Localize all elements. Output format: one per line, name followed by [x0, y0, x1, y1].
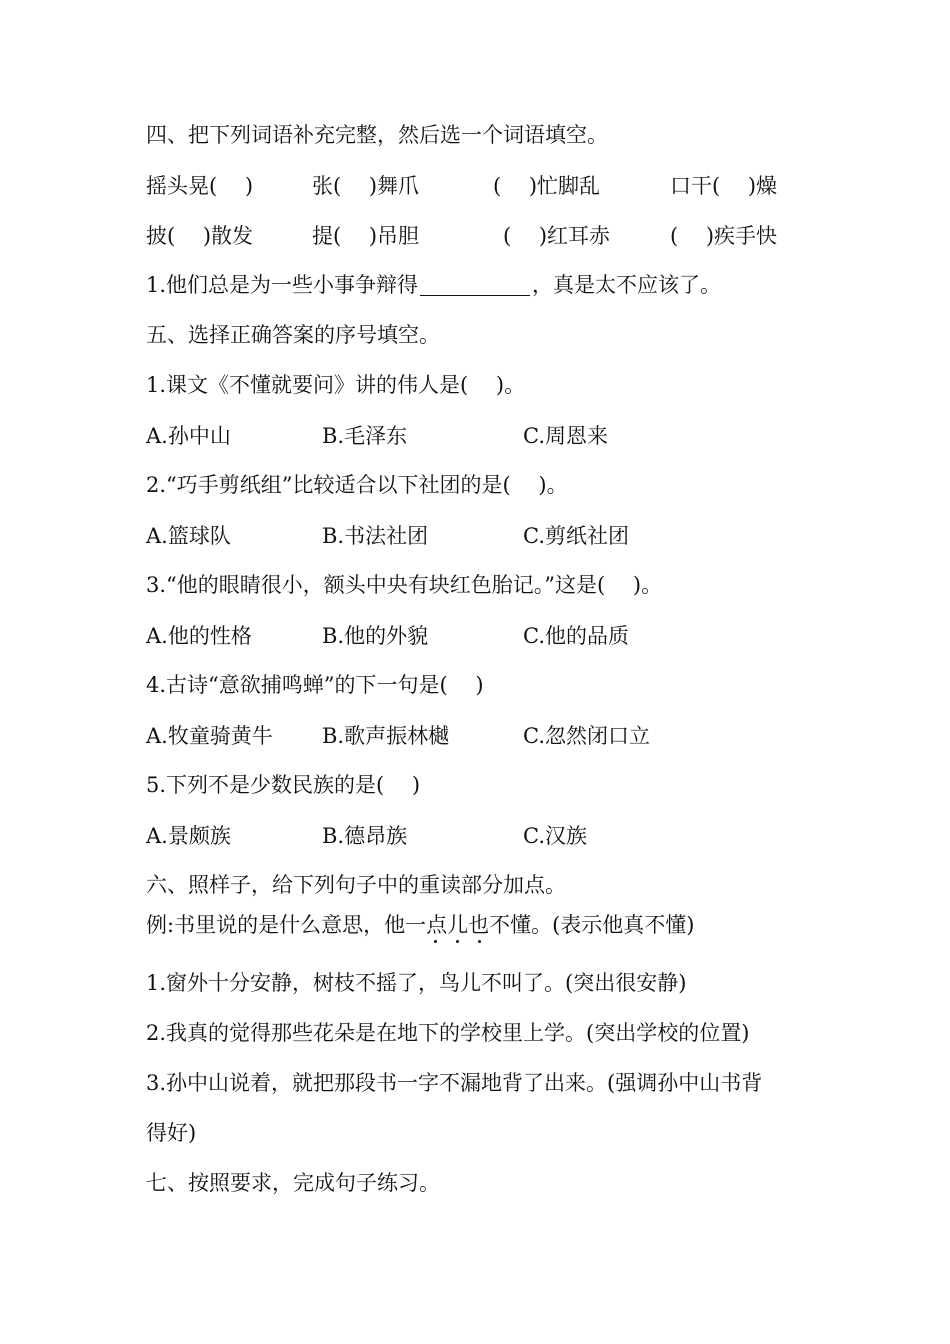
option-a: A.篮球队 [146, 524, 231, 548]
exercise-sentence: 3.孙中山说着，就把那段书一字不漏地背了出来。(强调孙中山书背 [146, 1071, 763, 1095]
option-c: C.他的品质 [523, 624, 629, 648]
section-6-heading: 六、照样子，给下列句子中的重读部分加点。 [146, 873, 566, 897]
exercise-sentence: 2.我真的觉得那些花朵是在地下的学校里上学。(突出学校的位置) [146, 1021, 750, 1045]
option-b: B.他的外貌 [322, 624, 429, 648]
option-a: A.他的性格 [146, 624, 252, 648]
option-c: C.汉族 [523, 824, 587, 848]
option-c: C.剪纸社团 [523, 524, 629, 548]
exercise-sentence: 1.窗外十分安静，树枝不摇了，鸟儿不叫了。(突出很安静) [146, 971, 687, 995]
mc-question: 4.古诗“意欲捕鸣蝉”的下一句是( ) [146, 673, 484, 697]
word-item: ( )疾手快 [670, 224, 778, 248]
question-text: 1.他们总是为一些小事争辩得 [146, 273, 419, 297]
question-text: ，真是太不应该了。 [532, 273, 722, 297]
exercise-sentence-continued: 得好) [146, 1121, 197, 1145]
word-item: ( )忙脚乱 [493, 174, 601, 198]
word-item: 披( )散发 [146, 224, 254, 248]
example-sentence: 例:书里说的是什么意思，他一点儿也不懂。(表示他真不懂) [146, 913, 695, 937]
word-item: 张( )舞爪 [312, 174, 420, 198]
option-b: B.德昂族 [322, 824, 408, 848]
emphasis-dot [478, 940, 481, 943]
option-a: A.牧童骑黄牛 [146, 724, 273, 748]
option-b: B.歌声振林樾 [322, 724, 450, 748]
word-item: ( )红耳赤 [503, 224, 611, 248]
emphasis-dot [456, 940, 459, 943]
word-item: 口干( )燥 [670, 174, 778, 198]
option-c: C.周恩来 [523, 424, 608, 448]
emphasis-dot [434, 940, 437, 943]
section-7-heading: 七、按照要求，完成句子练习。 [146, 1171, 440, 1195]
option-b: B.书法社团 [322, 524, 429, 548]
option-a: A.孙中山 [146, 424, 231, 448]
mc-question: 1.课文《不懂就要问》讲的伟人是( )。 [146, 373, 526, 397]
answer-blank[interactable] [420, 273, 530, 296]
option-c: C.忽然闭口立 [523, 724, 650, 748]
emphasis-dots [146, 940, 746, 950]
mc-question: 5.下列不是少数民族的是( ) [146, 773, 421, 797]
word-item: 提( )吊胆 [312, 224, 420, 248]
option-a: A.景颇族 [146, 824, 231, 848]
option-b: B.毛泽东 [322, 424, 408, 448]
word-item: 摇头晃( ) [146, 174, 254, 198]
mc-question: 2.“巧手剪纸组”比较适合以下社团的是( )。 [146, 473, 568, 497]
section-5-heading: 五、选择正确答案的序号填空。 [146, 323, 440, 347]
fill-blank-question [146, 270, 721, 300]
mc-question: 3.“他的眼睛很小，额头中央有块红色胎记。”这是( )。 [146, 573, 663, 597]
section-4-heading: 四、把下列词语补充完整，然后选一个词语填空。 [146, 123, 608, 147]
